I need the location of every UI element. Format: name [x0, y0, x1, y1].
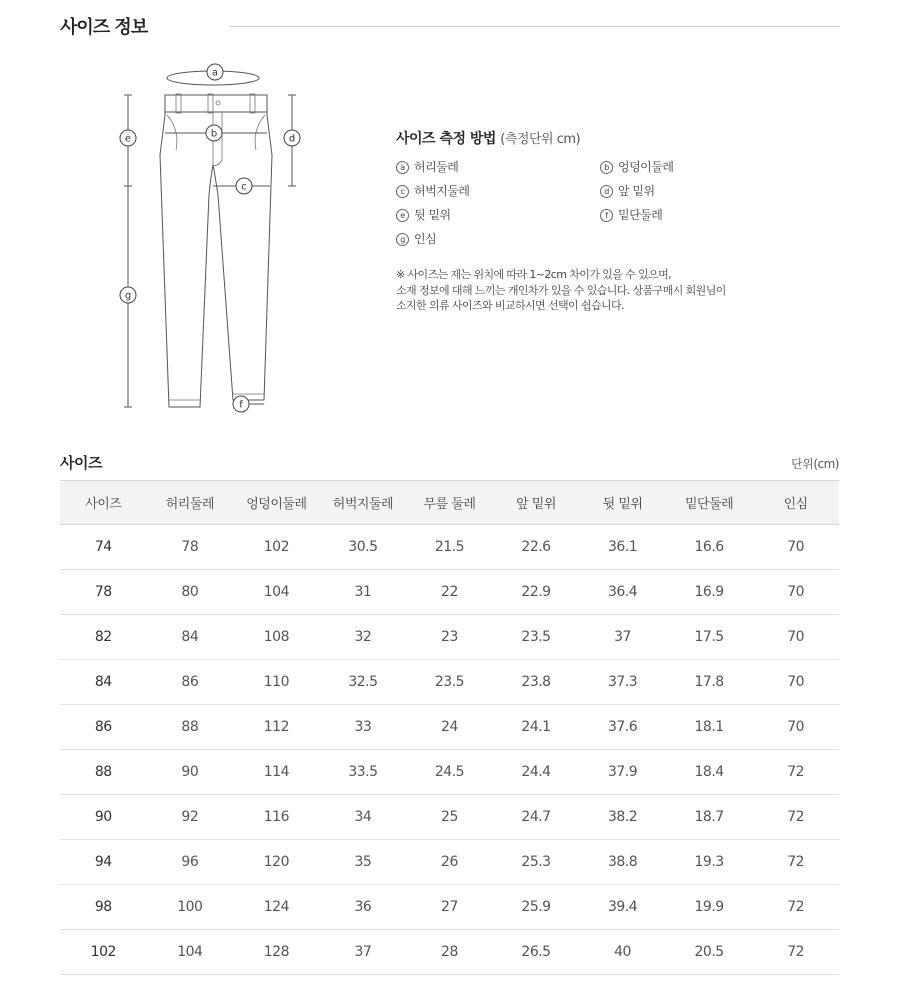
table-cell: 17.5 [666, 615, 753, 660]
pants-illustration [110, 55, 310, 425]
header-hip: 엉덩이둘레 [233, 481, 320, 525]
table-cell: 34 [320, 795, 407, 840]
table-cell: 88 [60, 750, 147, 795]
table-row [60, 930, 839, 975]
table-cell: 22 [406, 570, 493, 615]
table-cell: 23.5 [493, 615, 580, 660]
table-cell: 37.9 [579, 750, 666, 795]
table-cell: 24.1 [493, 705, 580, 750]
table-cell: 108 [233, 615, 320, 660]
table-cell: 70 [752, 660, 839, 705]
table-cell: 25.9 [493, 885, 580, 930]
table-cell: 26 [406, 840, 493, 885]
table-cell: 88 [147, 705, 234, 750]
table-cell: 72 [752, 795, 839, 840]
table-cell: 18.4 [666, 750, 753, 795]
table-cell: 70 [752, 705, 839, 750]
table-cell: 37 [579, 615, 666, 660]
legend-item-hip [600, 158, 804, 175]
legend-label: 허리둘레 [414, 160, 459, 174]
header-front-rise: 앞 밑위 [493, 481, 580, 525]
table-cell: 22.6 [493, 525, 580, 570]
table-cell: 72 [752, 750, 839, 795]
table-cell: 33.5 [320, 750, 407, 795]
table-cell: 24.7 [493, 795, 580, 840]
legend-mark: e [396, 209, 409, 222]
legend-mark: b [600, 161, 613, 174]
table-cell: 38.8 [579, 840, 666, 885]
table-cell: 24 [406, 705, 493, 750]
table-cell: 21.5 [406, 525, 493, 570]
table-cell: 78 [60, 570, 147, 615]
header-waist: 허리둘레 [147, 481, 234, 525]
table-cell: 25.3 [493, 840, 580, 885]
table-cell: 27 [406, 885, 493, 930]
table-cell: 33 [320, 705, 407, 750]
table-cell: 17.8 [666, 660, 753, 705]
table-cell: 120 [233, 840, 320, 885]
svg-text:e: e [124, 133, 132, 145]
marker-g [120, 287, 136, 303]
table-cell: 102 [60, 930, 147, 975]
legend-mark: c [396, 185, 409, 198]
table-row [60, 840, 839, 885]
svg-text:d: d [288, 133, 296, 145]
legend-label: 인심 [414, 232, 437, 246]
table-row [60, 615, 839, 660]
table-cell: 84 [60, 660, 147, 705]
measurement-legend [396, 158, 816, 247]
table-cell: 90 [147, 750, 234, 795]
svg-text:c: c [241, 181, 247, 193]
table-cell: 70 [752, 525, 839, 570]
table-cell: 110 [233, 660, 320, 705]
table-cell: 16.9 [666, 570, 753, 615]
svg-text:g: g [124, 290, 132, 302]
table-cell: 32 [320, 615, 407, 660]
table-cell: 102 [233, 525, 320, 570]
table-cell: 98 [60, 885, 147, 930]
marker-b [206, 125, 222, 141]
table-cell: 72 [752, 885, 839, 930]
table-cell: 112 [233, 705, 320, 750]
table-cell: 70 [752, 615, 839, 660]
header-back-rise: 뒷 밑위 [579, 481, 666, 525]
table-cell: 100 [147, 885, 234, 930]
title-divider [230, 26, 840, 27]
table-cell: 72 [752, 930, 839, 975]
header-knee: 무릎 둘레 [406, 481, 493, 525]
table-cell: 104 [147, 930, 234, 975]
table-cell: 38.2 [579, 795, 666, 840]
measurement-method [396, 128, 816, 314]
table-cell: 26.5 [493, 930, 580, 975]
table-cell: 74 [60, 525, 147, 570]
marker-a [207, 64, 223, 80]
table-cell: 92 [147, 795, 234, 840]
table-cell: 30.5 [320, 525, 407, 570]
legend-label: 허벅지둘레 [414, 184, 470, 198]
table-cell: 84 [147, 615, 234, 660]
svg-text:f: f [239, 399, 243, 411]
header-size: 사이즈 [60, 481, 147, 525]
method-title [396, 128, 816, 148]
table-row [60, 750, 839, 795]
table-cell: 39.4 [579, 885, 666, 930]
table-cell: 82 [60, 615, 147, 660]
table-cell: 37.3 [579, 660, 666, 705]
table-cell: 36.4 [579, 570, 666, 615]
table-cell: 78 [147, 525, 234, 570]
legend-item-back-rise [396, 206, 600, 223]
table-cell: 128 [233, 930, 320, 975]
note-line: 소재 정보에 대해 느끼는 개인차가 있을 수 있습니다. 상품구매시 회원님이 [396, 283, 726, 297]
svg-text:b: b [210, 128, 218, 140]
table-cell: 36.1 [579, 525, 666, 570]
table-cell: 114 [233, 750, 320, 795]
header-thigh: 허벅지둘레 [320, 481, 407, 525]
table-cell: 28 [406, 930, 493, 975]
pants-diagram [110, 55, 310, 425]
legend-mark: a [396, 161, 409, 174]
header-inseam: 인심 [752, 481, 839, 525]
table-cell: 104 [233, 570, 320, 615]
legend-label: 엉덩이둘레 [618, 160, 674, 174]
table-cell: 94 [60, 840, 147, 885]
legend-item-hem [600, 206, 804, 223]
table-cell: 86 [147, 660, 234, 705]
table-cell: 37 [320, 930, 407, 975]
table-cell: 23.8 [493, 660, 580, 705]
marker-c [236, 178, 252, 194]
table-cell: 25 [406, 795, 493, 840]
table-cell: 18.1 [666, 705, 753, 750]
size-table-title: 사이즈 [60, 454, 102, 472]
table-cell: 124 [233, 885, 320, 930]
size-table-unit: 단위(cm) [791, 457, 839, 471]
table-row [60, 660, 839, 705]
legend-mark: f [600, 209, 613, 222]
table-row [60, 570, 839, 615]
table-cell: 116 [233, 795, 320, 840]
legend-item-front-rise [600, 182, 804, 199]
table-cell: 19.9 [666, 885, 753, 930]
table-cell: 18.7 [666, 795, 753, 840]
table-cell: 24.4 [493, 750, 580, 795]
legend-mark: d [600, 185, 613, 198]
table-row [60, 885, 839, 930]
table-cell: 40 [579, 930, 666, 975]
note-line: 소지한 의류 사이즈와 비교하시면 선택이 쉽습니다. [396, 299, 624, 312]
legend-label: 밑단둘레 [618, 208, 663, 222]
legend-item-waist [396, 158, 600, 175]
table-cell: 22.9 [493, 570, 580, 615]
table-cell: 80 [147, 570, 234, 615]
marker-f [233, 396, 249, 412]
table-row [60, 795, 839, 840]
method-title-text: 사이즈 측정 방법 [396, 131, 496, 147]
header-hem: 밑단둘레 [666, 481, 753, 525]
table-cell: 37.6 [579, 705, 666, 750]
page-title: 사이즈 정보 [60, 17, 148, 38]
legend-label: 뒷 밑위 [414, 208, 451, 222]
table-cell: 86 [60, 705, 147, 750]
legend-item-thigh [396, 182, 600, 199]
legend-label: 앞 밑위 [618, 184, 655, 198]
table-cell: 24.5 [406, 750, 493, 795]
marker-d [284, 130, 300, 146]
legend-item-inseam [396, 230, 600, 247]
size-table-body [60, 525, 839, 975]
table-cell: 16.6 [666, 525, 753, 570]
marker-e [120, 130, 136, 146]
table-cell: 36 [320, 885, 407, 930]
table-cell: 35 [320, 840, 407, 885]
table-cell: 20.5 [666, 930, 753, 975]
size-table [60, 480, 839, 975]
svg-text:a: a [211, 67, 219, 79]
legend-mark: g [396, 233, 409, 246]
measurement-note [396, 267, 816, 314]
table-cell: 72 [752, 840, 839, 885]
table-header-row [60, 481, 839, 525]
table-row [60, 705, 839, 750]
method-unit: (측정단위 cm) [500, 132, 581, 147]
table-cell: 31 [320, 570, 407, 615]
table-cell: 70 [752, 570, 839, 615]
table-row [60, 525, 839, 570]
note-line: ※ 사이즈는 재는 위치에 따라 1~2cm 차이가 있을 수 있으며, [396, 268, 672, 281]
table-cell: 23 [406, 615, 493, 660]
table-cell: 90 [60, 795, 147, 840]
table-cell: 19.3 [666, 840, 753, 885]
table-cell: 96 [147, 840, 234, 885]
table-cell: 32.5 [320, 660, 407, 705]
table-cell: 23.5 [406, 660, 493, 705]
